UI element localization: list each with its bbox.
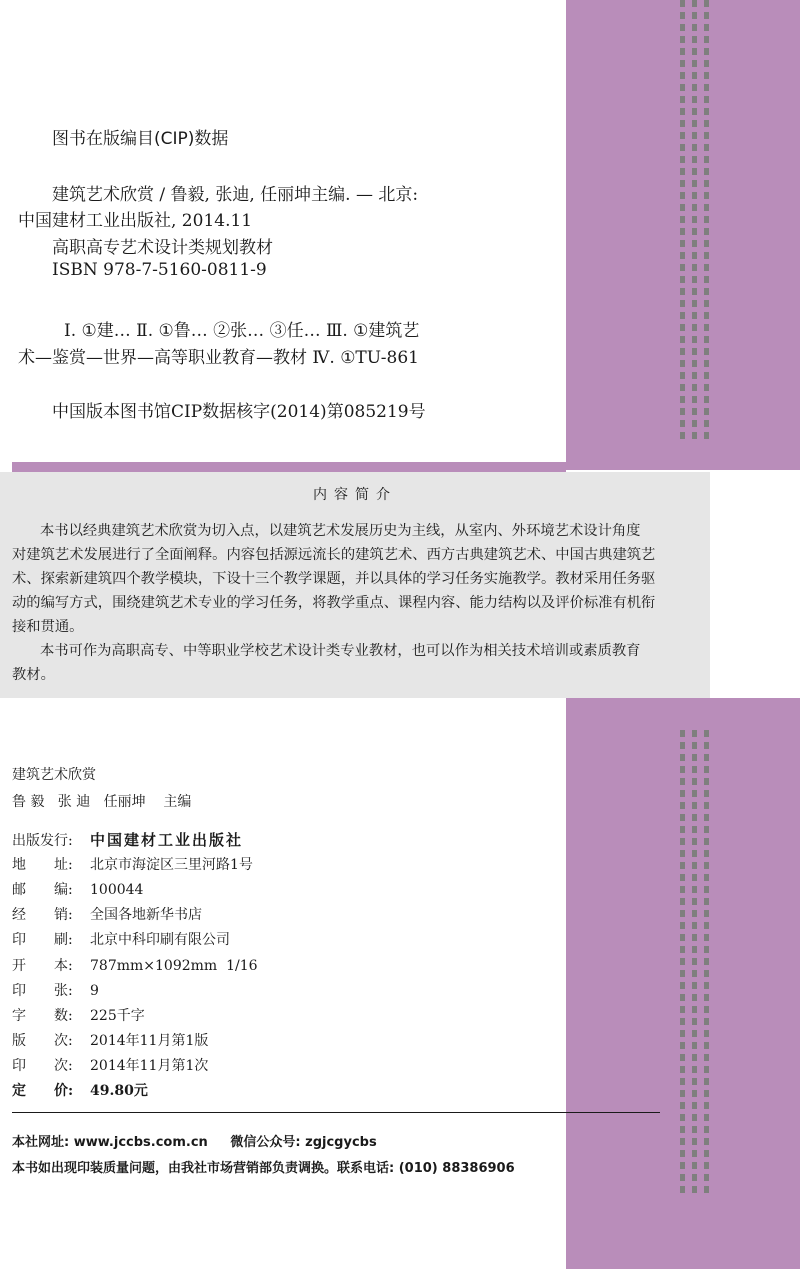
dot xyxy=(704,240,709,247)
dot xyxy=(692,120,697,127)
dot xyxy=(680,1030,685,1037)
row-label: 定 价: xyxy=(12,1083,74,1099)
dot xyxy=(692,1186,697,1193)
dot xyxy=(680,898,685,905)
dot xyxy=(704,84,709,91)
row-label: 字 数: xyxy=(12,1008,73,1024)
row-label: 开 本: xyxy=(12,958,73,974)
dot xyxy=(692,372,697,379)
dot xyxy=(704,970,709,977)
sheets-row xyxy=(12,980,99,1000)
dot xyxy=(704,1042,709,1049)
summary-line: 本书以经典建筑艺术欣赏为切入点，以建筑艺术发展历史为主线，从室内、外环境艺术设计角度 xyxy=(40,523,641,539)
dot xyxy=(692,240,697,247)
dot xyxy=(704,754,709,761)
dot xyxy=(704,420,709,427)
dot xyxy=(692,934,697,941)
dot xyxy=(704,1006,709,1013)
dot xyxy=(704,408,709,415)
dot xyxy=(704,24,709,31)
dot xyxy=(692,922,697,929)
cip-line: 中国版本图书馆CIP数据核字(2014)第085219号 xyxy=(52,402,426,422)
dot xyxy=(692,348,697,355)
dot xyxy=(704,264,709,271)
dot xyxy=(680,802,685,809)
dot xyxy=(704,826,709,833)
dot xyxy=(680,396,685,403)
dot xyxy=(680,348,685,355)
dot xyxy=(680,814,685,821)
dot xyxy=(680,946,685,953)
dot xyxy=(692,180,697,187)
dot xyxy=(704,778,709,785)
dot xyxy=(692,312,697,319)
dot xyxy=(692,766,697,773)
dot xyxy=(692,862,697,869)
dot xyxy=(680,982,685,989)
dot xyxy=(680,72,685,79)
dot xyxy=(704,432,709,439)
dot xyxy=(704,922,709,929)
dot xyxy=(680,420,685,427)
dot xyxy=(692,1126,697,1133)
dot xyxy=(692,384,697,391)
dot xyxy=(680,24,685,31)
dot xyxy=(704,156,709,163)
dot xyxy=(692,802,697,809)
dot xyxy=(692,790,697,797)
dot xyxy=(680,36,685,43)
dot xyxy=(680,192,685,199)
row-value: 2014年11月第1版 xyxy=(90,1033,209,1049)
dot xyxy=(680,1162,685,1169)
row-value: 2014年11月第1次 xyxy=(90,1058,209,1074)
dot xyxy=(680,1018,685,1025)
dot xyxy=(692,898,697,905)
dot xyxy=(704,994,709,1001)
row-label: 出版发行: xyxy=(12,833,73,849)
dot xyxy=(704,12,709,19)
dot xyxy=(704,742,709,749)
dot xyxy=(692,1018,697,1025)
dot xyxy=(680,360,685,367)
dot xyxy=(692,754,697,761)
dot xyxy=(704,1138,709,1145)
row-label: 版 次: xyxy=(12,1033,73,1049)
dot xyxy=(704,180,709,187)
dot xyxy=(692,994,697,1001)
dot xyxy=(680,288,685,295)
row-value: 北京中科印刷有限公司 xyxy=(90,932,230,948)
cip-line: 高职高专艺术设计类规划教材 xyxy=(52,238,273,258)
dot xyxy=(680,132,685,139)
dot xyxy=(680,312,685,319)
row-label: 印 刷: xyxy=(12,932,73,948)
dot xyxy=(704,276,709,283)
notice-line: 本书如出现印装质量问题，由我社市场营销部负责调换。联系电话: (010) 88386906 xyxy=(12,1161,515,1176)
dot xyxy=(692,360,697,367)
dot xyxy=(680,1042,685,1049)
dot xyxy=(680,408,685,415)
dot xyxy=(692,970,697,977)
dot xyxy=(704,982,709,989)
dot xyxy=(680,838,685,845)
dot xyxy=(680,766,685,773)
dot xyxy=(704,288,709,295)
dot xyxy=(704,1090,709,1097)
summary-line: 术、探索新建筑四个教学模块，下设十三个教学课题，并以具体的学习任务实施教学。教材采用任务驱 xyxy=(12,571,656,587)
price-row xyxy=(12,1080,148,1100)
dot xyxy=(680,970,685,977)
dot xyxy=(692,814,697,821)
dot xyxy=(680,1054,685,1061)
dot xyxy=(692,838,697,845)
distributor-row xyxy=(12,904,202,924)
wordcount-row xyxy=(12,1005,145,1025)
dot xyxy=(704,1174,709,1181)
dot xyxy=(704,372,709,379)
book-title: 建筑艺术欣赏 xyxy=(12,767,96,783)
dot xyxy=(692,826,697,833)
summary-line: 教材。 xyxy=(12,667,55,683)
cip-heading: 图书在版编目(CIP)数据 xyxy=(52,129,229,149)
dot xyxy=(704,850,709,857)
dot xyxy=(680,730,685,737)
dot xyxy=(680,276,685,283)
dot xyxy=(704,228,709,235)
dot xyxy=(680,1138,685,1145)
row-label: 印 次: xyxy=(12,1058,73,1074)
summary-panel xyxy=(0,472,710,698)
dot xyxy=(704,168,709,175)
dot xyxy=(704,1066,709,1073)
dot xyxy=(680,204,685,211)
dot xyxy=(692,1102,697,1109)
dot xyxy=(704,192,709,199)
dot xyxy=(680,240,685,247)
dot xyxy=(692,742,697,749)
row-value: 北京市海淀区三里河路1号 xyxy=(90,857,253,873)
book-editors: 鲁 毅 张 迪 任丽坤 主编 xyxy=(12,794,192,810)
dot xyxy=(680,228,685,235)
cip-line: 建筑艺术欣赏 / 鲁毅, 张迪, 任丽坤主编. — 北京: xyxy=(52,185,419,205)
dot xyxy=(704,132,709,139)
dot xyxy=(692,1078,697,1085)
cip-line: 术—鉴赏—世界—高等职业教育—教材 Ⅳ. ①TU-861 xyxy=(18,348,419,368)
dot xyxy=(692,1066,697,1073)
dot xyxy=(704,946,709,953)
dot-pattern-bottom xyxy=(680,730,710,1200)
dot xyxy=(692,144,697,151)
dot xyxy=(692,96,697,103)
dot xyxy=(680,934,685,941)
dot xyxy=(704,36,709,43)
dot xyxy=(680,790,685,797)
dot xyxy=(704,1162,709,1169)
dot xyxy=(692,1042,697,1049)
printing-row xyxy=(12,1055,208,1075)
dot xyxy=(704,934,709,941)
dot xyxy=(692,288,697,295)
dot xyxy=(680,778,685,785)
dot xyxy=(680,922,685,929)
dot xyxy=(692,324,697,331)
dot xyxy=(704,0,709,7)
dot xyxy=(704,312,709,319)
dot xyxy=(704,766,709,773)
dot xyxy=(704,72,709,79)
dot xyxy=(692,982,697,989)
dot xyxy=(692,264,697,271)
dot xyxy=(692,1030,697,1037)
summary-line: 接和贯通。 xyxy=(12,619,84,635)
dot xyxy=(704,384,709,391)
dot xyxy=(692,1174,697,1181)
dot xyxy=(692,850,697,857)
dot xyxy=(692,228,697,235)
dot xyxy=(692,156,697,163)
dot xyxy=(680,96,685,103)
dot xyxy=(680,1150,685,1157)
postcode-row xyxy=(12,879,143,899)
dot xyxy=(692,276,697,283)
dot xyxy=(704,360,709,367)
summary-title: 内容简介 xyxy=(313,487,397,503)
dot xyxy=(680,84,685,91)
dot xyxy=(680,1078,685,1085)
dot xyxy=(704,348,709,355)
dot xyxy=(692,886,697,893)
dot-pattern-top xyxy=(680,0,710,450)
website-line: 本社网址: www.jccbs.com.cn 微信公众号: zgjcgycbs xyxy=(12,1135,377,1150)
dot xyxy=(704,1150,709,1157)
row-value: 9 xyxy=(90,983,99,999)
dot xyxy=(704,838,709,845)
dot xyxy=(704,48,709,55)
dot xyxy=(704,96,709,103)
dot xyxy=(680,994,685,1001)
dot xyxy=(680,12,685,19)
publisher-name: 中国建材工业出版社 xyxy=(90,831,244,849)
dot xyxy=(680,1174,685,1181)
dot xyxy=(680,264,685,271)
dot xyxy=(704,898,709,905)
dot xyxy=(692,1162,697,1169)
dot xyxy=(680,252,685,259)
dot xyxy=(692,204,697,211)
dot xyxy=(680,324,685,331)
dot xyxy=(680,144,685,151)
dot xyxy=(704,60,709,67)
dot xyxy=(704,120,709,127)
dot xyxy=(680,850,685,857)
dot xyxy=(704,324,709,331)
dot xyxy=(680,1006,685,1013)
dot xyxy=(680,1186,685,1193)
dot xyxy=(704,144,709,151)
row-value: 225千字 xyxy=(90,1008,145,1024)
dot xyxy=(680,432,685,439)
dot xyxy=(692,432,697,439)
dot xyxy=(680,958,685,965)
dot xyxy=(692,396,697,403)
publisher-row xyxy=(12,829,243,850)
summary-line: 本书可作为高职高专、中等职业学校艺术设计类专业教材，也可以作为相关技术培训或素质教育 xyxy=(40,643,641,659)
dot xyxy=(704,204,709,211)
row-value: 100044 xyxy=(90,882,144,898)
edition-row xyxy=(12,1030,208,1050)
dot xyxy=(704,252,709,259)
purple-band-strip xyxy=(12,462,566,472)
dot xyxy=(704,396,709,403)
dot xyxy=(692,1054,697,1061)
cip-line: Ⅰ. ①建… Ⅱ. ①鲁… ②张… ③任… Ⅲ. ①建筑艺 xyxy=(64,321,420,341)
row-label: 经 销: xyxy=(12,907,73,923)
dot xyxy=(704,802,709,809)
dot xyxy=(692,1006,697,1013)
dot xyxy=(692,946,697,953)
summary-line: 动的编写方式，围绕建筑艺术专业的学习任务，将教学重点、课程内容、能力结构以及评价标准有机衔 xyxy=(12,595,656,611)
dot xyxy=(680,886,685,893)
dot xyxy=(704,790,709,797)
dot xyxy=(680,826,685,833)
printer-row xyxy=(12,929,230,949)
dot xyxy=(680,300,685,307)
format-row xyxy=(12,955,258,975)
dot xyxy=(680,384,685,391)
address-row xyxy=(12,854,253,874)
dot xyxy=(680,1066,685,1073)
dot xyxy=(704,1102,709,1109)
dot xyxy=(704,730,709,737)
dot xyxy=(704,1114,709,1121)
dot xyxy=(692,132,697,139)
dot xyxy=(680,1126,685,1133)
dot xyxy=(680,120,685,127)
dot xyxy=(680,60,685,67)
dot xyxy=(680,180,685,187)
dot xyxy=(680,372,685,379)
dot xyxy=(704,108,709,115)
row-label: 印 张: xyxy=(12,983,73,999)
row-value: 全国各地新华书店 xyxy=(90,907,202,923)
dot xyxy=(680,1090,685,1097)
row-label: 邮 编: xyxy=(12,882,73,898)
dot xyxy=(680,108,685,115)
dot xyxy=(692,108,697,115)
dot xyxy=(692,216,697,223)
dot xyxy=(680,48,685,55)
dot xyxy=(680,874,685,881)
dot xyxy=(704,1186,709,1193)
dot xyxy=(704,910,709,917)
dot xyxy=(692,192,697,199)
dot xyxy=(692,1114,697,1121)
dot xyxy=(680,216,685,223)
dot xyxy=(680,156,685,163)
dot xyxy=(692,336,697,343)
dot xyxy=(680,336,685,343)
dot xyxy=(704,216,709,223)
dot xyxy=(692,420,697,427)
dot xyxy=(704,1054,709,1061)
dot xyxy=(692,1138,697,1145)
dot xyxy=(692,36,697,43)
dot xyxy=(692,730,697,737)
cip-line: ISBN 978-7-5160-0811-9 xyxy=(52,260,267,280)
dot xyxy=(692,300,697,307)
dot xyxy=(680,754,685,761)
dot xyxy=(704,1018,709,1025)
dot xyxy=(692,778,697,785)
dot xyxy=(692,1090,697,1097)
dot xyxy=(704,300,709,307)
dot xyxy=(704,862,709,869)
dot xyxy=(704,336,709,343)
dot xyxy=(692,0,697,7)
dot xyxy=(704,1030,709,1037)
dot xyxy=(704,886,709,893)
dot xyxy=(680,1102,685,1109)
dot xyxy=(680,910,685,917)
summary-line: 对建筑艺术发展进行了全面阐释。内容包括源远流长的建筑艺术、西方古典建筑艺术、中国古典建筑艺 xyxy=(12,547,656,563)
dot xyxy=(680,0,685,7)
dot xyxy=(692,252,697,259)
dot xyxy=(692,168,697,175)
dot xyxy=(704,814,709,821)
dot xyxy=(692,24,697,31)
dot xyxy=(692,910,697,917)
row-value: 787mm×1092mm 1/16 xyxy=(90,958,258,974)
dot xyxy=(680,1114,685,1121)
dot xyxy=(680,168,685,175)
dot xyxy=(692,1150,697,1157)
cip-line: 中国建材工业出版社, 2014.11 xyxy=(18,211,253,231)
divider-line xyxy=(12,1112,660,1113)
dot xyxy=(704,958,709,965)
dot xyxy=(692,958,697,965)
dot xyxy=(704,874,709,881)
dot xyxy=(692,48,697,55)
dot xyxy=(692,12,697,19)
dot xyxy=(704,1126,709,1133)
row-value: 49.80元 xyxy=(90,1083,148,1099)
dot xyxy=(680,862,685,869)
dot xyxy=(692,72,697,79)
dot xyxy=(692,60,697,67)
dot xyxy=(704,1078,709,1085)
dot xyxy=(680,742,685,749)
dot xyxy=(692,84,697,91)
dot xyxy=(692,408,697,415)
row-label: 地 址: xyxy=(12,857,73,873)
dot xyxy=(692,874,697,881)
